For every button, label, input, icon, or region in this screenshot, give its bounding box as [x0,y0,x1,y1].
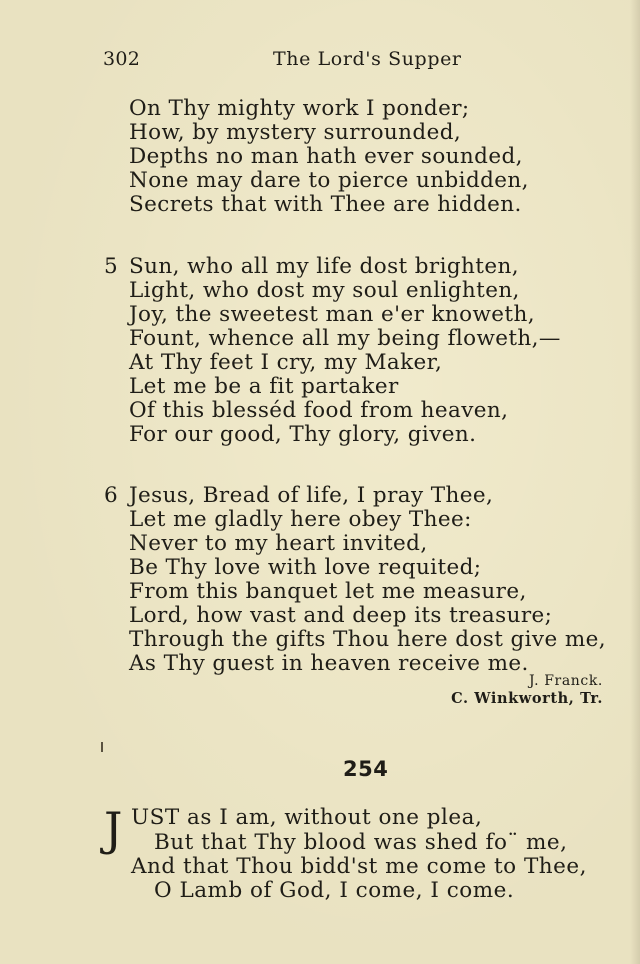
verse-line: Let me gladly here obey Thee: [129,507,472,532]
verse-line: Be Thy love with love requited; [129,555,482,580]
verse-line: O Lamb of God, I come, I come. [154,878,515,903]
verse-line: Depths no man hath ever sounded, [129,144,523,169]
hymn-translator: C. Winkworth, Tr. [451,690,603,707]
verse-line: Jesus, Bread of life, I pray Thee, [129,483,494,508]
page-edge-shadow [630,0,640,964]
stanza-number: 6 [104,483,118,508]
verse-line: Through the gifts Thou here dost give me, [129,627,606,652]
verse-line: Never to my heart invited, [129,531,428,556]
verse-line: At Thy feet I cry, my Maker, [129,350,443,375]
verse-line: Lord, how vast and deep its treasure; [129,603,553,628]
stanza-number: 5 [104,254,118,279]
verse-line: Light, who dost my soul enlighten, [129,278,520,303]
verse-line: Joy, the sweetest man e'er knoweth, [129,302,535,327]
verse-line: Fount, whence all my being floweth,— [129,326,561,351]
hymn-author: J. Franck. [529,673,603,689]
verse-line: Secrets that with Thee are hidden. [129,192,522,217]
verse-line: How, by mystery surrounded, [129,120,462,145]
verse-line: Sun, who all my life dost brighten, [129,254,519,279]
verse-line: On Thy mighty work I ponder; [129,96,470,121]
drop-cap: J [104,802,123,856]
verse-line: But that Thy blood was shed fo¨ me, [154,830,568,855]
verse-line: None may dare to pierce unbidden, [129,168,529,193]
verse-line: As Thy guest in heaven receive me. [129,651,529,676]
verse-line: UST as I am, without one plea, [131,805,483,830]
verse-line: And that Thou bidd'st me come to Thee, [131,854,587,879]
page-number: 302 [103,48,141,70]
hymn-number: 254 [343,757,389,781]
verse-line: From this banquet let me measure, [129,579,527,604]
verse-line: Let me be a fit partaker [129,374,399,399]
print-mark [101,742,103,752]
verse-line: Of this blesséd food from heaven, [129,398,509,423]
verse-line: For our good, Thy glory, given. [129,422,477,447]
running-title: The Lord's Supper [273,48,462,70]
